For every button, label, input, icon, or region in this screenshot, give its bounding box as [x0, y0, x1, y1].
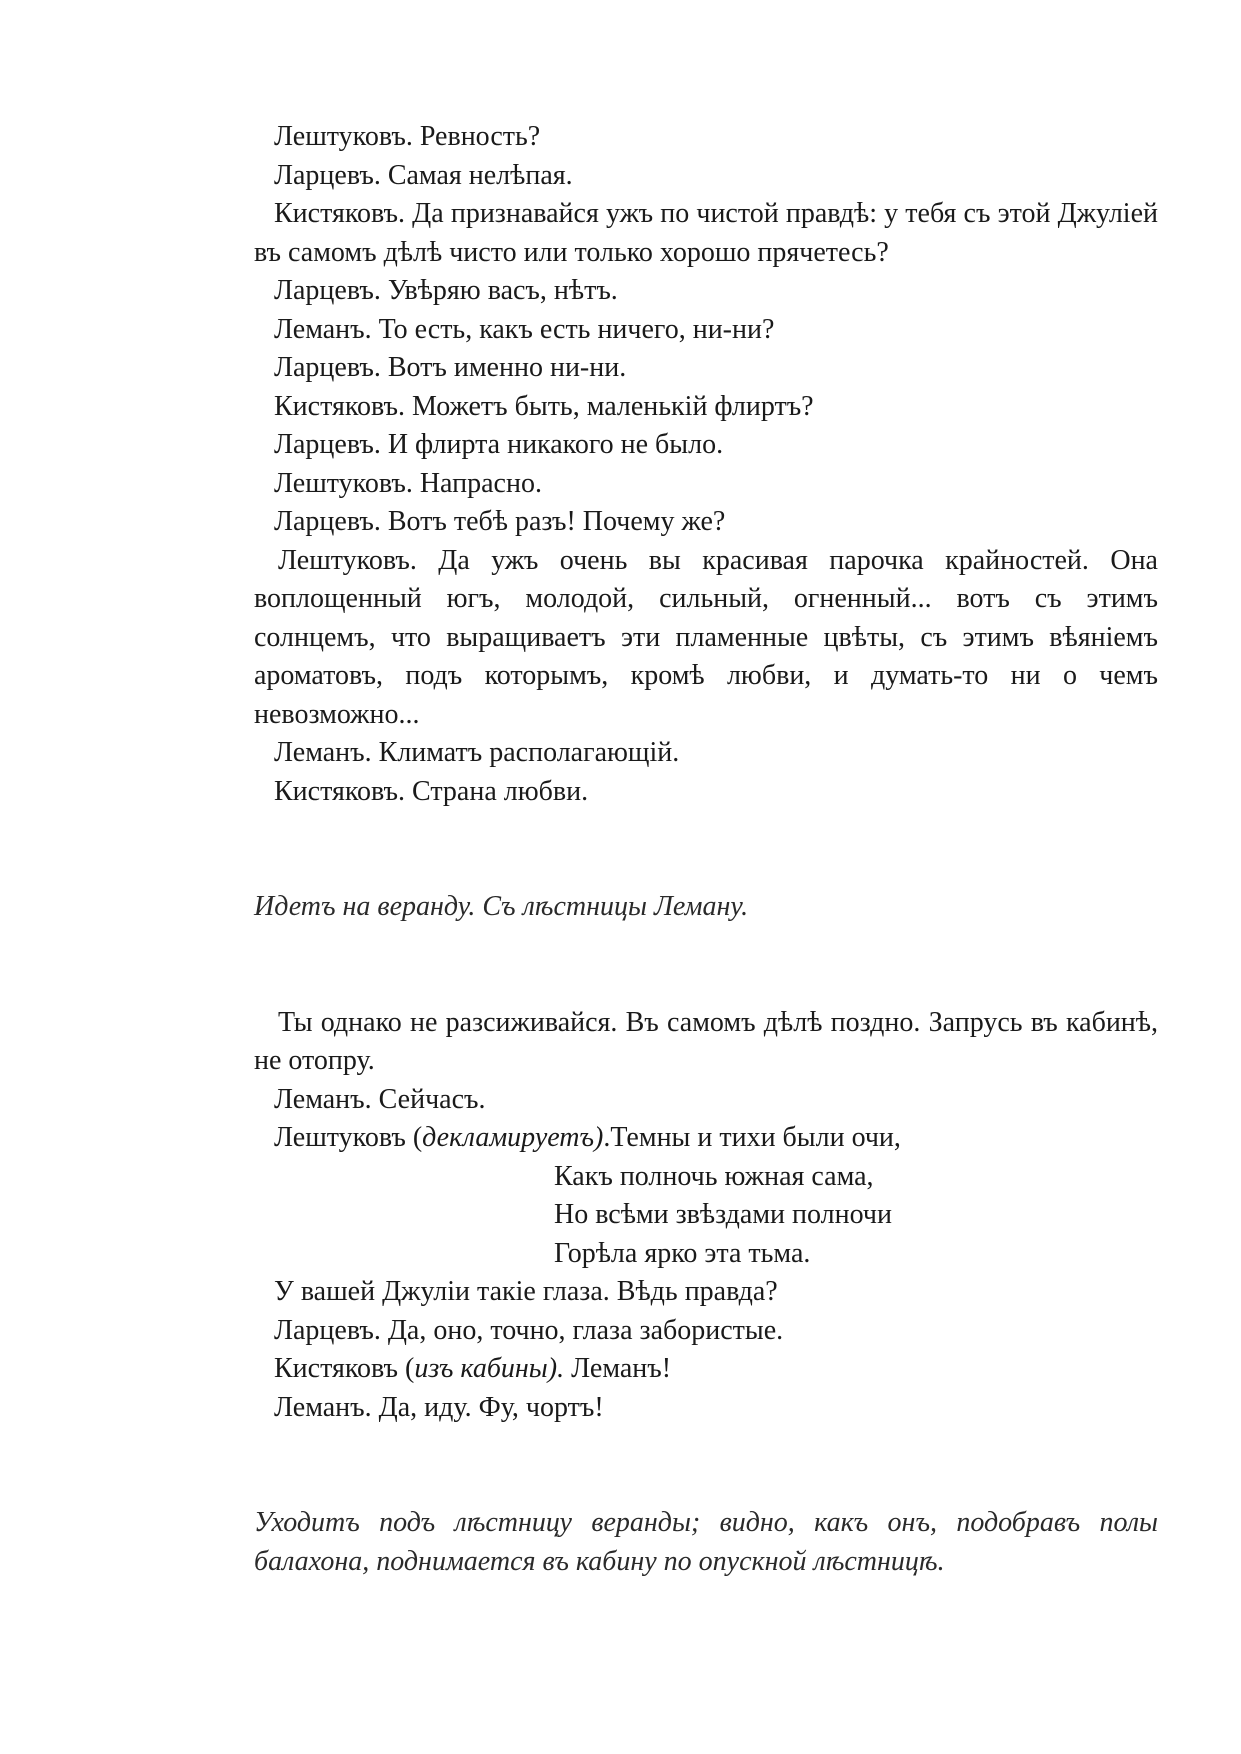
verse-line: Какъ полночь южная сама,	[554, 1160, 874, 1192]
remark: декламируетъ)	[422, 1122, 604, 1153]
verse-line: Но всѣми звѣздами полночи	[554, 1199, 892, 1230]
dialogue-line: Кистяковъ. Можетъ быть, маленькій флиртъ?	[274, 390, 814, 422]
dialogue-line: Леманъ. Да, иду. Фу, чортъ!	[274, 1391, 604, 1423]
dialogue-line: Ларцевъ. И флирта никакого не было.	[274, 429, 724, 460]
document-page	[254, 118, 1158, 1581]
dialogue-line: Ларцевъ. Самая нелѣпая.	[274, 159, 573, 191]
verse-line: .Темны и тихи были очи,	[603, 1122, 901, 1153]
dialogue-line-with-remark	[254, 1350, 1158, 1389]
remark: изъ кабины).	[414, 1353, 565, 1384]
dialogue-line: Кистяковъ. Страна любви.	[274, 775, 589, 807]
dialogue-text: Леманъ!	[564, 1353, 672, 1384]
dialogue-line: Леманъ. Сейчасъ.	[274, 1083, 486, 1115]
dialogue-paragraph: Ты однако не разсиживайся. Въ самомъ дѣлѣ поздно. Запрусь въ кабинѣ, не отопру.	[254, 1006, 1158, 1076]
dialogue-paragraph: Лештуковъ. Да ужъ очень вы красивая парочка крайностей. Она воплощенный югъ, молодой, сильный, огненный... вотъ съ этимъ солнцемъ, что выращиваетъ эти пламенные цвѣты, съ этимъ вѣяніемъ ароматовъ, подъ которымъ, кромѣ любви, и думать-то ни о чемъ невозможно...	[254, 544, 1158, 730]
dialogue-line: У вашей Джуліи такіе глаза. Вѣдь правда?	[274, 1276, 778, 1307]
dialogue-line: Ларцевъ. Увѣряю васъ, нѣтъ.	[274, 275, 618, 306]
dialogue-line: Ларцевъ. Да, оно, точно, глаза забористые.	[274, 1314, 784, 1346]
stage-direction: Идетъ на веранду. Съ лѣстницы Леману.	[254, 891, 749, 922]
dialogue-line-with-remark	[254, 1119, 1158, 1158]
dialogue-line: Леманъ. Климатъ располагающій.	[274, 737, 680, 768]
speaker-name: Кистяковъ (	[274, 1353, 415, 1384]
dialogue-line: Лештуковъ. Ревность?	[274, 121, 541, 152]
dialogue-line: Ларцевъ. Вотъ именно ни-ни.	[274, 352, 627, 383]
dialogue-line: Лештуковъ. Напрасно.	[274, 467, 542, 499]
dialogue-line: Ларцевъ. Вотъ тебѣ разъ! Почему же?	[274, 506, 726, 537]
stage-direction: Уходитъ подъ лѣстницу веранды; видно, какъ онъ, подобравъ полы балахона, поднимается въ кабину по опускной лѣстницѣ.	[254, 1507, 1158, 1577]
speaker-name: Лештуковъ (	[274, 1122, 423, 1153]
dialogue-line: Леманъ. То есть, какъ есть ничего, ни-ни?	[274, 313, 775, 345]
verse-line: Горѣла ярко эта тьма.	[554, 1237, 811, 1269]
dialogue-paragraph: Кистяковъ. Да признавайся ужъ по чистой правдѣ: у тебя съ этой Джуліей въ самомъ дѣлѣ чисто или только хорошо прячетесь?	[254, 198, 1158, 268]
